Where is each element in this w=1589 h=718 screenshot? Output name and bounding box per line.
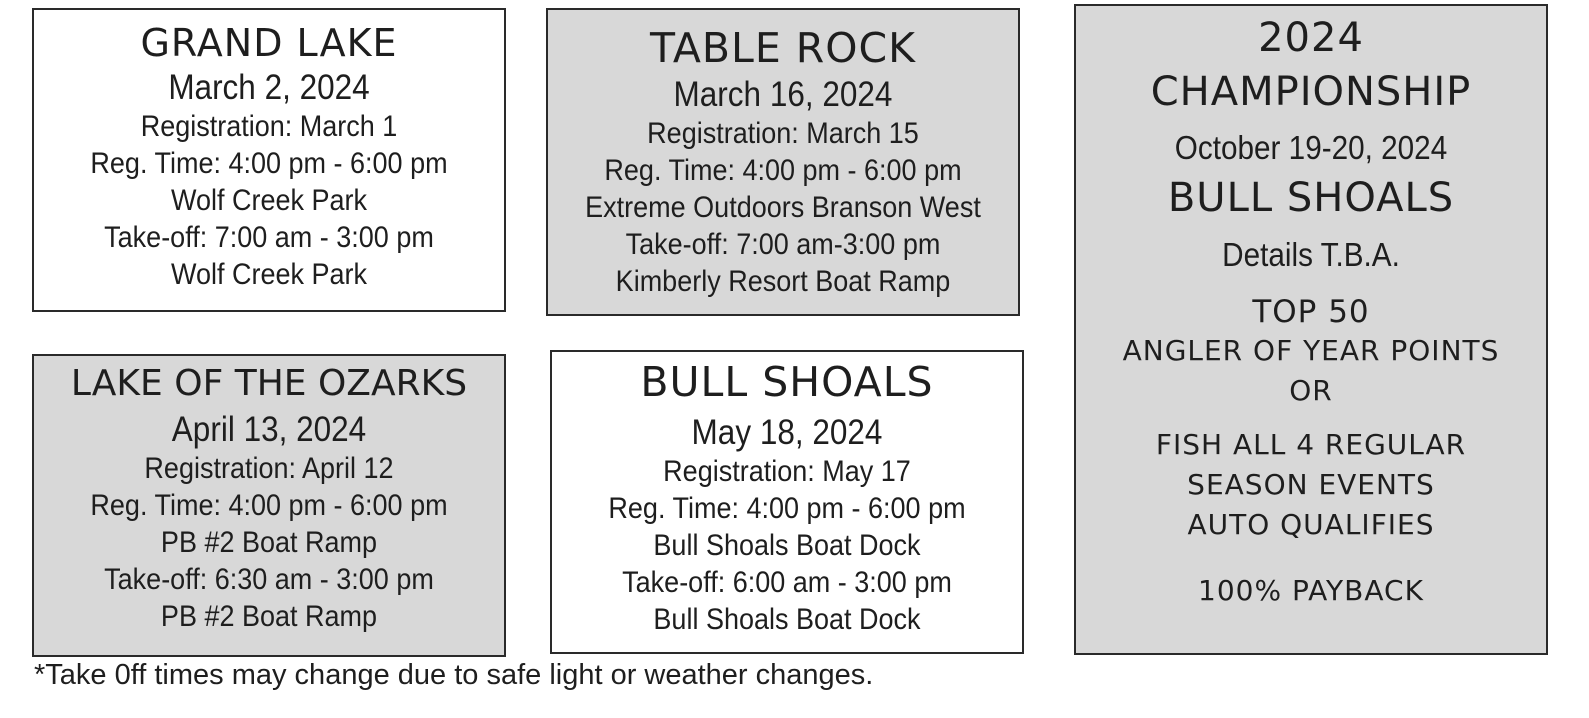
footnote: *Take 0ff times may change due to safe light or weather changes. [34,659,874,691]
event-card-lake-of-the-ozarks [32,354,506,657]
event-card-table-rock [546,8,1020,316]
event-takeoff: Take-off: 6:30 am - 3:00 pm [104,563,434,596]
event-date: April 13, 2024 [171,410,367,449]
championship-payback: 100% PAYBACK [1198,574,1424,607]
event-reg-time: Reg. Time: 4:00 pm - 6:00 pm [90,489,448,522]
event-reg-time: Reg. Time: 4:00 pm - 6:00 pm [90,147,448,180]
event-takeoff: Take-off: 7:00 am - 3:00 pm [104,221,434,254]
event-reg-location: Bull Shoals Boat Dock [653,529,921,562]
event-reg-time: Reg. Time: 4:00 pm - 6:00 pm [608,492,966,525]
championship-or: OR [1289,374,1333,407]
event-registration: Registration: April 12 [144,452,394,485]
championship-fish-all-line-2: SEASON EVENTS [1187,468,1435,501]
championship-date: October 19-20, 2024 [1174,129,1448,166]
event-registration: Registration: March 1 [140,110,398,143]
event-reg-location: Wolf Creek Park [170,184,368,217]
championship-fish-all-line-3: AUTO QUALIFIES [1187,508,1435,541]
championship-details: Details T.B.A. [1222,236,1400,273]
event-takeoff: Take-off: 7:00 am-3:00 pm [625,228,941,261]
event-takeoff: Take-off: 6:00 am - 3:00 pm [622,566,952,599]
event-registration: Registration: March 15 [647,117,919,150]
event-takeoff-location: Kimberly Resort Boat Ramp [615,265,951,298]
championship-fish-all-line-1: FISH ALL 4 REGULAR [1155,428,1467,461]
event-reg-time: Reg. Time: 4:00 pm - 6:00 pm [604,154,962,187]
event-card-grand-lake [32,8,506,312]
event-date: March 16, 2024 [673,75,893,114]
event-date: March 2, 2024 [168,68,370,107]
event-title: GRAND LAKE [140,21,398,65]
event-takeoff-location: Wolf Creek Park [170,258,368,291]
event-takeoff-location: PB #2 Boat Ramp [160,600,378,633]
event-card-bull-shoals [550,350,1024,654]
championship-top-qualifier: TOP 50 [1252,294,1370,330]
championship-card [1074,4,1548,655]
championship-lake: BULL SHOALS [1167,175,1455,221]
event-title: TABLE ROCK [649,24,917,72]
event-title: LAKE OF THE OZARKS [70,363,468,404]
event-reg-location: Extreme Outdoors Branson West [585,191,981,224]
event-date: May 18, 2024 [691,413,883,452]
event-takeoff-location: Bull Shoals Boat Dock [653,603,921,636]
event-registration: Registration: May 17 [663,455,911,488]
event-reg-location: PB #2 Boat Ramp [160,526,378,559]
championship-title: CHAMPIONSHIP [1150,69,1472,115]
championship-aoy-points: ANGLER OF YEAR POINTS [1122,334,1500,367]
event-title: BULL SHOALS [640,358,934,406]
championship-year: 2024 [1258,15,1364,61]
